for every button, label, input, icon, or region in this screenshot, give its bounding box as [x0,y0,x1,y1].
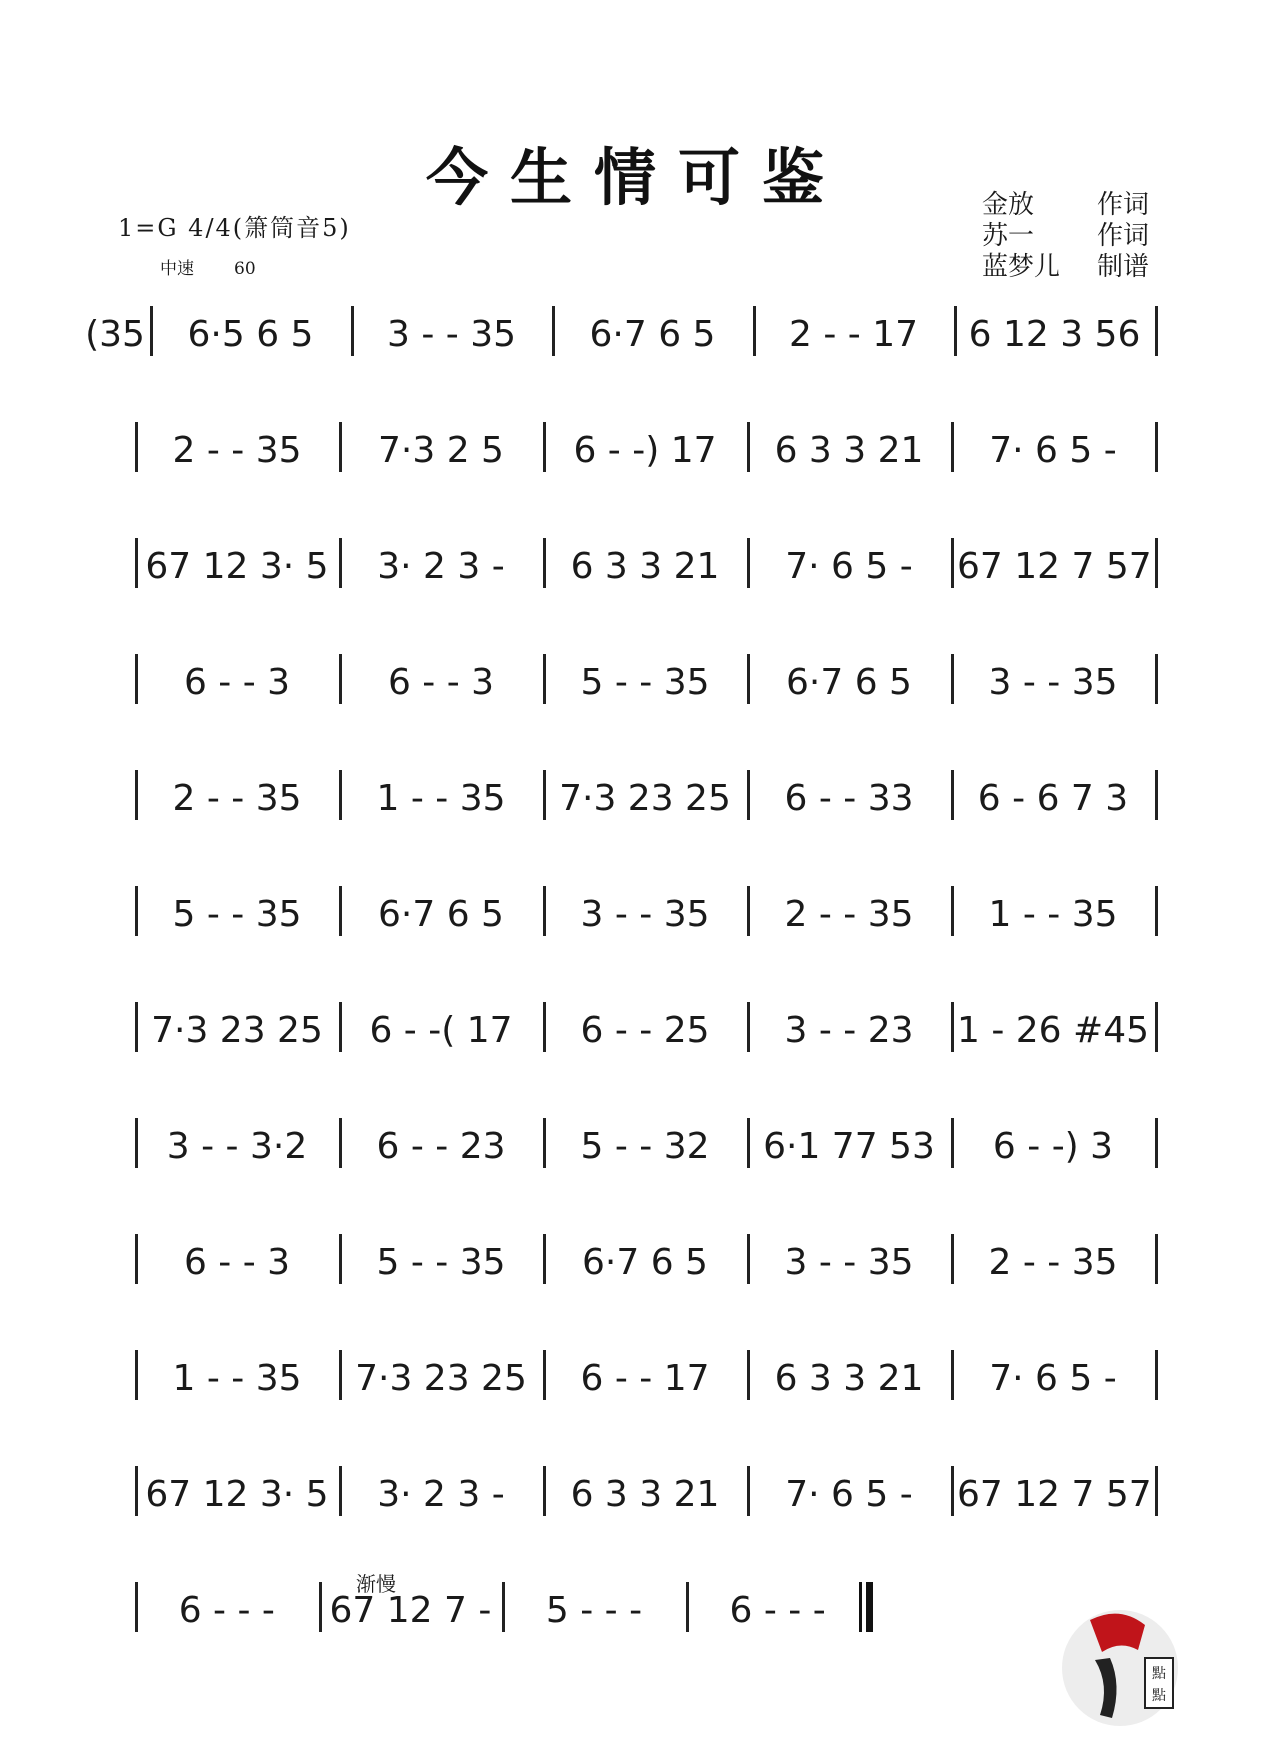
measure: 6 - 6 7 3 [977,778,1129,819]
measure: 3· 2 3 - [377,546,505,587]
measure: 3 - - 35 [784,1242,914,1283]
score-line [135,1460,1155,1520]
barline [135,1118,138,1168]
barline [1155,770,1158,820]
barline [1155,1350,1158,1400]
barline [747,422,750,472]
measure: 6 - -( 17 [369,1010,513,1051]
barline [135,1002,138,1052]
score-line [135,764,1155,824]
barline [543,654,546,704]
measure: 6 - - 3 [387,662,495,703]
barline [543,1002,546,1052]
barline [951,538,954,588]
measure: 2 - - 17 [788,314,919,355]
barline [951,422,954,472]
barline [339,1466,342,1516]
measure: 7·3 2 5 [378,430,504,471]
measure: 6·1 77 53 [763,1126,935,1167]
measure: 6 - -) 17 [573,430,717,471]
final-barline [866,1582,873,1632]
measure: 6·7 6 5 [378,894,504,935]
barline [1155,1002,1158,1052]
barline [747,1002,750,1052]
barline [747,1234,750,1284]
barline [747,770,750,820]
svg-text:點: 點 [1152,1688,1166,1704]
credit-lyricist-2: 苏一 作词 [982,221,1150,251]
barline [951,1118,954,1168]
measure: 2 - - 35 [988,1242,1118,1283]
barline [135,654,138,704]
measure: 6 - -) 3 [992,1126,1114,1167]
barline [339,1350,342,1400]
barline [1155,1118,1158,1168]
barline [951,654,954,704]
credit-lyricist-1: 金放 作词 [982,190,1150,220]
score-line [135,1576,1155,1636]
barline [319,1582,322,1632]
tempo-label: 中速 [160,259,194,279]
score-line [135,1228,1155,1288]
measure: 6·7 6 5 [786,662,912,703]
barline [339,886,342,936]
measure: 1 - - 35 [376,778,506,819]
measure: 7· 6 5 - [785,1474,913,1515]
measure: 6·5 6 5 [187,314,314,355]
credit-transcriber: 蓝梦儿 制谱 [982,252,1150,282]
barline [339,770,342,820]
score-line [135,532,1155,592]
measure: 67 12 3· 5 [145,546,329,587]
barline [1155,886,1158,936]
barline [951,1466,954,1516]
measure: 1 - - 35 [172,1358,302,1399]
barline [686,1582,689,1632]
measure: 6 3 3 21 [774,1358,924,1399]
measure: 6 - - 25 [580,1010,710,1051]
barline [543,1118,546,1168]
measure: 6 - - - [729,1590,826,1631]
measure: 1 - - 35 [988,894,1118,935]
measure: 7· 6 5 - [989,430,1117,471]
barline [135,538,138,588]
barline [747,1466,750,1516]
barline [543,886,546,936]
intro-prefix: (35 [85,314,145,355]
barline [543,1466,546,1516]
barline [543,422,546,472]
measure: 3 - - 35 [386,314,517,355]
barline [543,1234,546,1284]
key-signature: 1=G 4/4(箫筒音5) [118,214,351,242]
measure: 3 - - 3·2 [166,1126,308,1167]
barline [951,1350,954,1400]
measure: 6 - - 3 [183,1242,291,1283]
measure: 5 - - 35 [172,894,302,935]
measure: 6 - - 17 [580,1358,710,1399]
barline [339,1234,342,1284]
measure: 5 - - 35 [376,1242,506,1283]
barline [135,770,138,820]
measure: 2 - - 35 [172,430,302,471]
barline [747,886,750,936]
score-line [135,1112,1155,1172]
score-line [135,996,1155,1056]
barline [747,1118,750,1168]
score-line [135,1344,1155,1404]
barline [339,654,342,704]
measure: 3 - - 35 [988,662,1118,703]
barline [951,770,954,820]
measure: 2 - - 35 [784,894,914,935]
measure: 7·3 23 25 [559,778,731,819]
barline [135,886,138,936]
measure: 67 12 7 57 [957,546,1152,587]
barline [747,1350,750,1400]
barline [1155,306,1158,356]
measure: 7· 6 5 - [989,1358,1117,1399]
barline [339,1002,342,1052]
barline [951,1234,954,1284]
barline [1155,538,1158,588]
measure: 6·7 6 5 [582,1242,708,1283]
barline [747,538,750,588]
svg-text:點: 點 [1152,1666,1166,1682]
page-title: 今生情可鉴 [425,141,846,214]
barline [1155,654,1158,704]
measure: 6·7 6 5 [589,314,716,355]
barline [552,306,555,356]
barline [502,1582,505,1632]
measure: 5 - - 32 [580,1126,710,1167]
ritardando-marking: 渐慢 [356,1572,396,1596]
barline [135,422,138,472]
measure: 7·3 23 25 [355,1358,527,1399]
barline [753,306,756,356]
barline [135,1466,138,1516]
measure: 1 - 26 #45 [957,1010,1150,1051]
measure: 2 - - 35 [172,778,302,819]
score-line [135,416,1155,476]
barline [150,306,153,356]
barline [135,1350,138,1400]
measure: 3 - - 23 [784,1010,914,1051]
score-line [135,880,1155,940]
measure: 6 3 3 21 [570,1474,720,1515]
barline [1155,1234,1158,1284]
barline [543,538,546,588]
barline [859,1582,862,1632]
barline [1155,422,1158,472]
measure: 6 - - - [178,1590,275,1631]
measure: 3· 2 3 - [377,1474,505,1515]
barline [135,1234,138,1284]
measure: 3 - - 35 [580,894,710,935]
measure: 6 3 3 21 [570,546,720,587]
measure: 5 - - 35 [580,662,710,703]
measure: 67 12 7 57 [957,1474,1152,1515]
measure: 6 - - 3 [183,662,291,703]
barline [135,1582,138,1632]
barline [339,1118,342,1168]
measure: 6 12 3 56 [968,314,1141,355]
barline [1155,1466,1158,1516]
measure: 7· 6 5 - [785,546,913,587]
barline [951,1002,954,1052]
measure: 6 3 3 21 [774,430,924,471]
barline [543,770,546,820]
measure: 67 12 3· 5 [145,1474,329,1515]
tempo-value: 60 [234,259,256,279]
barline [339,538,342,588]
measure: 7·3 23 25 [151,1010,323,1051]
measure: 5 - - - [545,1590,643,1631]
barline [954,306,957,356]
measure: 67 12 7 - [329,1590,492,1631]
barline [951,886,954,936]
barline [747,654,750,704]
measure: 6 - - 23 [376,1126,506,1167]
measure: 6 - - 33 [784,778,914,819]
score-line [135,648,1155,708]
barline [351,306,354,356]
seal-stamp-icon [1050,1590,1190,1730]
barline [339,422,342,472]
score-line [84,300,1155,360]
barline [543,1350,546,1400]
